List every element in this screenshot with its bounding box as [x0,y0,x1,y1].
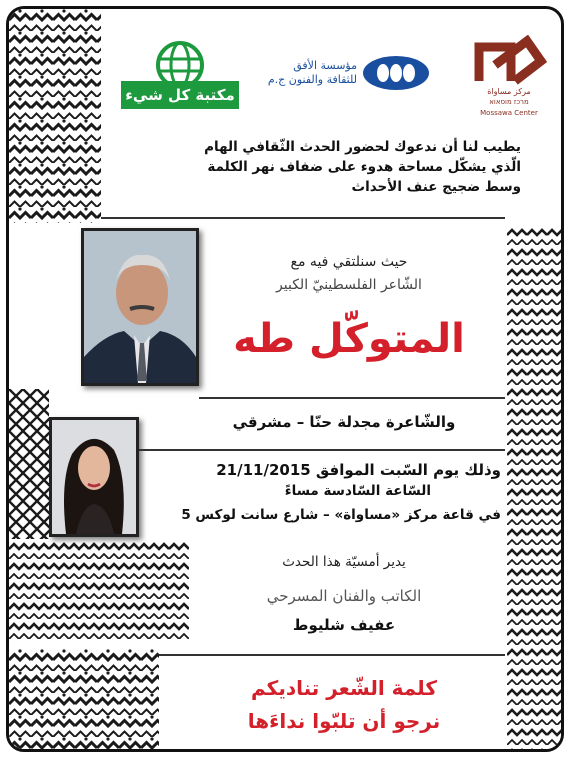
middle-divider [199,397,505,399]
left-keffiyeh-strip [9,9,101,223]
intro-line-3: وسط ضجيج عنف الأحداث [351,179,521,195]
host-intro: يدير أمسيّة هذا الحدث [282,554,406,570]
event-divider [139,449,505,451]
bottom-left-keffiyeh [9,649,159,752]
poetess-photo [49,417,139,537]
right-keffiyeh-strip [507,225,564,752]
ofuq-logo-line1: مؤسسة الأفق [293,59,357,72]
event-date: وذلك يوم السّبت الموافق 21/11/2015 [216,461,501,479]
poet-description: الشّاعر الفلسطينيّ الكبير [276,277,422,293]
globe-icon [148,39,212,83]
left-keffiyeh-strip-lower [9,539,189,639]
mossawa-center-logo [467,35,551,121]
event-time: السّاعة السّادسة مساءً [284,483,431,499]
ofuq-emblem-icon [361,53,431,93]
top-divider [101,217,505,219]
intro-line-1: يطيب لنا أن ندعوك لحضور الحدث الثّقافي الهام [204,139,521,155]
mossawa-logo-hebrew: מרכז מוסאוא [489,98,529,106]
portrait-man-icon [84,231,196,383]
mossawa-logo-english: Mossawa Center [480,109,538,117]
mossawa-emblem-icon [467,35,551,87]
portrait-woman-icon [52,420,136,534]
ofuq-foundation-logo [267,53,431,97]
bottom-divider [159,654,505,656]
second-poet-line: والشّاعرة مجدلة حنّا – مشرقي [232,413,456,431]
slogan-line-2: نرجو أن تلبّوا نداءَها [247,709,441,733]
kol-shai-logo-text: مكتبة كل شيء [121,81,239,109]
poet-photo [81,228,199,386]
mossawa-logo-arabic: مركز مساواة [487,87,531,96]
slogan-line-1: كلمة الشّعر تناديكم [251,676,437,700]
invitation-card [6,6,564,752]
kol-shai-library-logo [121,39,239,115]
meeting-line: حيث سنلتقي فيه مع [290,254,408,270]
event-place: في قاعة مركز «مساواة» – شارع سانت لوكس 5 [181,507,501,523]
ofuq-logo-line2: للثقافة والفنون ج.م [267,73,357,86]
intro-line-2: الّذي يشكّل مساحة هدوء على ضفاف نهر الكلمة [207,159,521,175]
host-description: الكاتب والفنان المسرحي [266,587,422,605]
poet-name: المتوكّل طه [233,316,465,362]
host-name: عفيف شليوط [292,616,396,634]
intro-paragraph [91,137,521,197]
